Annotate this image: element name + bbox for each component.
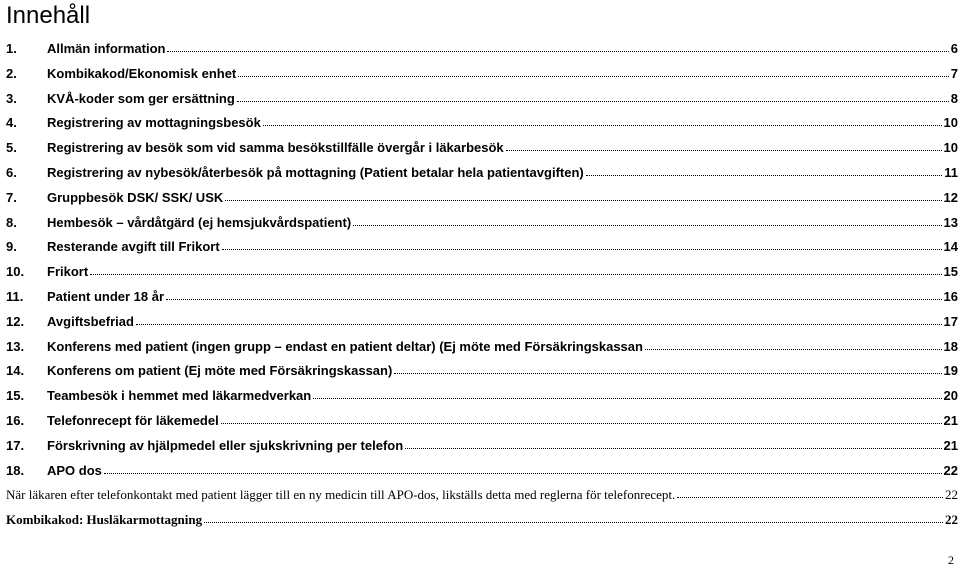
toc-leader-dots <box>238 75 949 77</box>
toc-entry-number: 14. <box>6 363 25 379</box>
toc-entry-title: Registrering av nybesök/återbesök på mottagning (Patient betalar hela patientavgiften) <box>47 164 584 180</box>
toc-entry-page: 6 <box>950 41 958 56</box>
toc-entry[interactable] <box>6 339 958 364</box>
toc-entry-title: Registrering av besök som vid samma besökstillfälle övergår i läkarbesök <box>47 140 504 156</box>
toc-leader-dots <box>222 248 942 250</box>
toc-entry[interactable] <box>6 91 958 116</box>
toc-entry-page: 7 <box>950 65 958 81</box>
toc-entry[interactable] <box>6 314 958 339</box>
toc-entry[interactable] <box>6 487 958 512</box>
toc-leader-dots <box>166 298 941 300</box>
toc-entry[interactable] <box>6 363 958 388</box>
toc-entry[interactable] <box>6 190 958 215</box>
toc-leader-dots <box>221 422 942 424</box>
toc-entry-page: 13 <box>943 214 958 230</box>
toc-entry-number: 11. <box>6 288 24 304</box>
toc-entry-title: Gruppbesök DSK/ SSK/ USK <box>47 189 224 205</box>
toc-leader-dots <box>104 472 942 474</box>
toc-entry-number: 5. <box>6 140 17 156</box>
toc-leader-dots <box>677 496 943 498</box>
toc-entry-title: När läkaren efter telefonkontakt med patient lägger till en ny medicin till APO-dos, likställs detta med reglerna för telefonrecept. <box>6 487 676 503</box>
toc-entry-number: 17. <box>6 437 25 453</box>
toc-entry-title: Patient under 18 år <box>47 288 165 304</box>
toc-entry-title: Frikort <box>47 264 89 280</box>
table-of-contents <box>6 41 958 537</box>
toc-entry-title: Konferens med patient (ingen grupp – endast en patient deltar) (Ej möte med Försäkringskassan <box>47 338 643 354</box>
toc-entry[interactable] <box>6 165 958 190</box>
toc-entry-title: Telefonrecept för läkemedel <box>47 412 219 428</box>
toc-entry-title: KVÅ-koder som ger ersättning <box>47 90 235 106</box>
toc-entry-page: 19 <box>943 363 958 379</box>
toc-entry[interactable] <box>6 289 958 314</box>
toc-entry-number: 18. <box>6 462 25 478</box>
toc-entry[interactable] <box>6 239 958 264</box>
toc-leader-dots <box>586 174 943 176</box>
toc-leader-dots <box>405 447 941 449</box>
toc-entry[interactable] <box>6 115 958 140</box>
toc-leader-dots <box>90 273 941 275</box>
toc-entry-number: 10. <box>6 264 25 280</box>
toc-entry-number: 9. <box>6 239 17 255</box>
toc-entry-page: 14 <box>943 239 958 255</box>
toc-entry-page: 22 <box>945 512 958 528</box>
toc-leader-dots <box>263 124 942 126</box>
toc-entry-page: 20 <box>943 388 958 404</box>
toc-leader-dots <box>136 323 942 325</box>
toc-entry-page: 21 <box>943 437 958 453</box>
toc-entry-number: 7. <box>6 189 17 205</box>
toc-entry-title: Teambesök i hemmet med läkarmedverkan <box>47 388 312 404</box>
toc-entry-title: Avgiftsbefriad <box>47 313 134 329</box>
toc-leader-dots <box>237 100 949 102</box>
toc-leader-dots <box>225 199 941 201</box>
toc-leader-dots <box>394 372 941 374</box>
toc-leader-dots <box>353 224 941 226</box>
toc-entry-number: 3. <box>6 90 17 106</box>
toc-leader-dots <box>506 149 942 151</box>
page-number: 2 <box>948 553 954 567</box>
toc-entry-number: 15. <box>6 388 25 404</box>
toc-entry[interactable] <box>6 140 958 165</box>
toc-leader-dots <box>204 521 943 523</box>
toc-entry-title: Förskrivning av hjälpmedel eller sjukskrivning per telefon <box>47 437 404 453</box>
toc-entry-page: 22 <box>945 487 958 503</box>
toc-entry-page: 18 <box>943 338 958 354</box>
toc-entry-title: Registrering av mottagningsbesök <box>47 115 261 131</box>
toc-entry[interactable] <box>6 66 958 91</box>
toc-entry-page: 17 <box>943 313 958 329</box>
toc-entry[interactable] <box>6 388 958 413</box>
toc-entry-number: 8. <box>6 214 17 230</box>
toc-entry-page: 10 <box>943 115 958 131</box>
toc-heading: Innehåll <box>6 2 91 29</box>
toc-entry-title: Konferens om patient (Ej möte med Försäkringskassan) <box>47 363 393 379</box>
toc-entry-title: APO dos <box>47 462 102 478</box>
toc-entry-page: 10 <box>943 140 958 156</box>
toc-entry[interactable] <box>6 41 958 66</box>
toc-entry-number: 1. <box>6 41 17 56</box>
toc-entry-number: 4. <box>6 115 17 131</box>
toc-entry-number: 2. <box>6 65 17 81</box>
toc-entry-title: Hembesök – vårdåtgärd (ej hemsjukvårdspatient) <box>47 214 352 230</box>
toc-entry-page: 12 <box>943 189 958 205</box>
toc-entry-page: 16 <box>943 288 958 304</box>
toc-entry[interactable] <box>6 512 958 537</box>
toc-entry-number: 6. <box>6 164 17 180</box>
toc-entry-number: 16. <box>6 412 25 428</box>
toc-entry-number: 13. <box>6 338 25 354</box>
toc-leader-dots <box>167 50 948 52</box>
toc-entry-title: Allmän information <box>47 41 166 56</box>
toc-leader-dots <box>313 397 941 399</box>
toc-entry[interactable] <box>6 264 958 289</box>
toc-entry[interactable] <box>6 215 958 240</box>
toc-entry-page: 22 <box>943 462 958 478</box>
toc-entry[interactable] <box>6 463 958 488</box>
toc-entry-title: Resterande avgift till Frikort <box>47 239 220 255</box>
toc-entry-title: Kombikakod/Ekonomisk enhet <box>47 65 237 81</box>
toc-entry[interactable] <box>6 413 958 438</box>
toc-entry-page: 21 <box>943 412 958 428</box>
toc-entry-page: 15 <box>943 264 958 280</box>
toc-leader-dots <box>645 348 942 350</box>
toc-entry[interactable] <box>6 438 958 463</box>
toc-entry-page: 8 <box>950 90 958 106</box>
toc-entry-page: 11 <box>944 164 958 180</box>
toc-entry-number: 12. <box>6 313 25 329</box>
toc-entry-title: Kombikakod: Husläkarmottagning <box>6 512 203 528</box>
